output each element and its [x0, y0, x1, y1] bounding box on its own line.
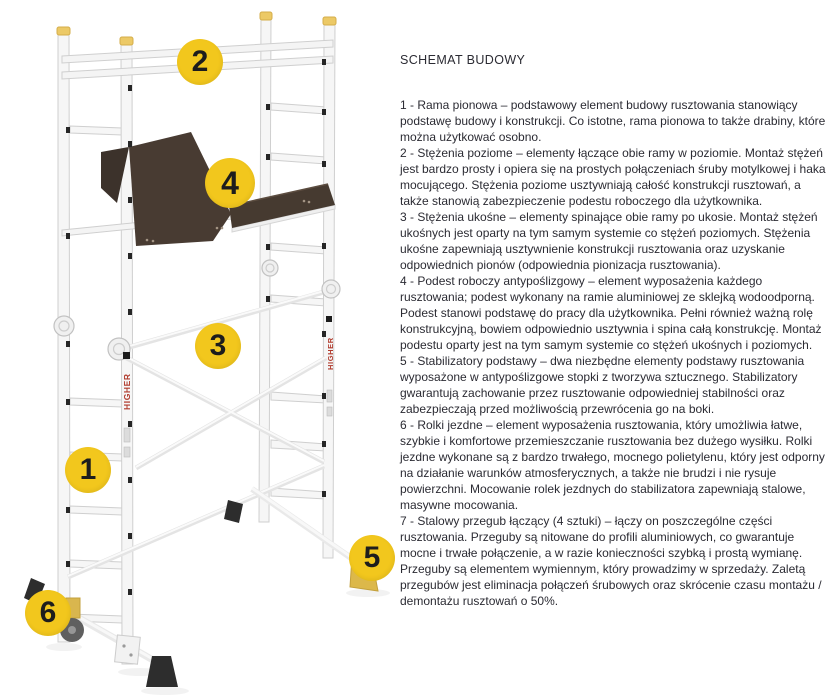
spec-text-column [400, 53, 830, 609]
callout-4: 4 [205, 158, 255, 208]
brand-text-right: HIGHER [326, 337, 335, 370]
callout-3: 3 [195, 323, 241, 369]
ground-shadows [46, 589, 390, 695]
spec-item-2: 2 - Stężenia poziome – elementy łączące obie ramy w poziomie. Montaż stężeń jest bardzo prosty i opiera się na prostych połączeniach śruby motylkowej i haka mocującego. Stężenia poziome usztywniają całość konstrukcji rusztowań, a także stanowią zabezpieczenie podestu roboczego dla użytkownika. [400, 146, 826, 208]
callout-5: 5 [349, 535, 395, 581]
spec-item-5: 5 - Stabilizatory podstawy – dwa niezbędne elementy podstawy rusztowania wyposażone w antypoślizgowe stopki z tworzywa sztucznego. Stabilizatory gwarantują zachowanie przez rusztowanie odpowiedniej stabilności oraz zabezpieczają przed możliwością przewrócenia go na boki. [400, 354, 805, 416]
stabilizer-right [224, 488, 378, 591]
brand-text-left: HIGHER [122, 373, 132, 410]
spec-list [400, 97, 830, 609]
spec-item-6: 6 - Rolki jezdne – element wyposażenia rusztowania, który umożliwia łatwe, szybkie i komfortowe przemieszczanie rusztowania bez dużego wysiłku. Rolki jezdne wykonane są z bardzo trwałego, mocnego polietylenu, który jest odporny na działanie warunków atmosferycznych, a także nie brudzi i nie rysuje powierzchni. Mocowanie rolek jezdnych do stabilizatora zapewniają stalowe, masywne mocowania. [400, 418, 825, 512]
spec-item-7: 7 - Stalowy przegub łączący (4 sztuki) – łączy on poszczególne części rusztowania. Przeguby są nitowane do profili aluminiowych, co gwarantuje mocne i trwałe połączenie, a w razie konieczności szybką i prostą wymianę. Przeguby są elementem wymiennym, który prowadzimy w sprzedaży. Zaletą przegubów jest eliminacja połączeń śrubowych oraz skrócenie czasu montażu / demontażu rusztowań o 50%. [400, 514, 822, 608]
callout-6: 6 [25, 590, 71, 636]
spec-item-4: 4 - Podest roboczy antypoślizgowy – element wyposażenia każdego rusztowania; podest wykonany na ramie aluminiowej ze sklejką wodoodporną. Podest stanowi podstawę do pracy dla użytkownika. Pełni również ważną rolę konstrukcyjną, bowiem odpowiednio usztywnia i spina całą konstrukcję. Montaż podestu oparty jest na tym samym systemie co stężeń ukośnych i poziomych. [400, 274, 822, 352]
callout-2: 2 [177, 39, 223, 85]
page-title: SCHEMAT BUDOWY [400, 53, 526, 67]
base-bracket [115, 635, 141, 664]
spec-item-1: 1 - Rama pionowa – podstawowy element budowy rusztowania stanowiący podstawę budowy i konstrukcji. Co istotne, rama pionowa to także drabiny, które można użytkować osobno. [400, 98, 826, 144]
callout-1: 1 [65, 447, 111, 493]
spec-item-3: 3 - Stężenia ukośne – elementy spinające obie ramy po ukosie. Montaż stężeń ukośnych jest oparty na tym samym systemie co stężeń poziomych. Stężenia ukośne zapewniają usztywnienie konstrukcji rusztowania oraz uzyskanie odpowiednich pionów (odpowiednia pionizacja rusztowania). [400, 210, 818, 272]
